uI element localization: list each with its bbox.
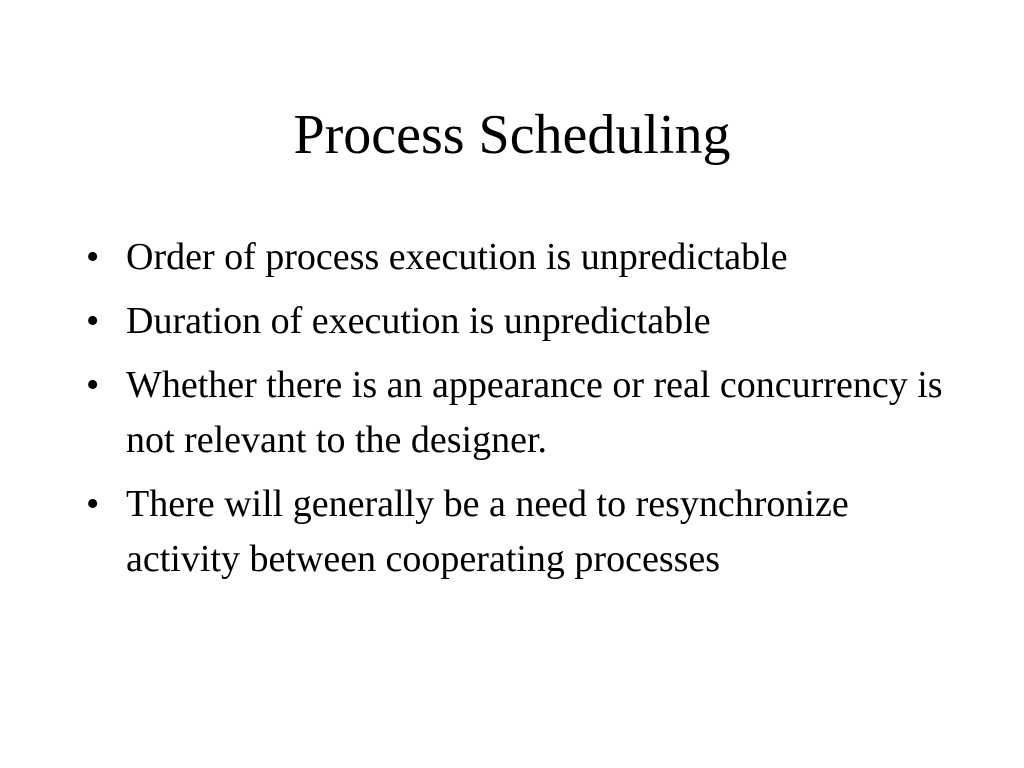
bullet-item (84, 294, 944, 349)
bullet-text: Order of process execution is unpredictable (126, 236, 788, 278)
bullet-item (84, 230, 944, 285)
bullet-dot-icon: • (86, 300, 100, 342)
bullet-dot-icon: • (86, 236, 100, 278)
slide-title: Process Scheduling (293, 104, 731, 166)
bullet-dot-icon: • (86, 483, 100, 525)
bullet-item (84, 477, 944, 587)
bullet-text: Whether there is an appearance or real concurrency is not relevant to the designer. (126, 364, 943, 461)
bullet-text: Duration of execution is unpredictable (126, 300, 711, 342)
bullet-list (84, 230, 944, 596)
bullet-item (84, 358, 944, 468)
bullet-dot-icon: • (86, 364, 100, 406)
bullet-text: There will generally be a need to resynchronize activity between cooperating processes (126, 483, 849, 580)
